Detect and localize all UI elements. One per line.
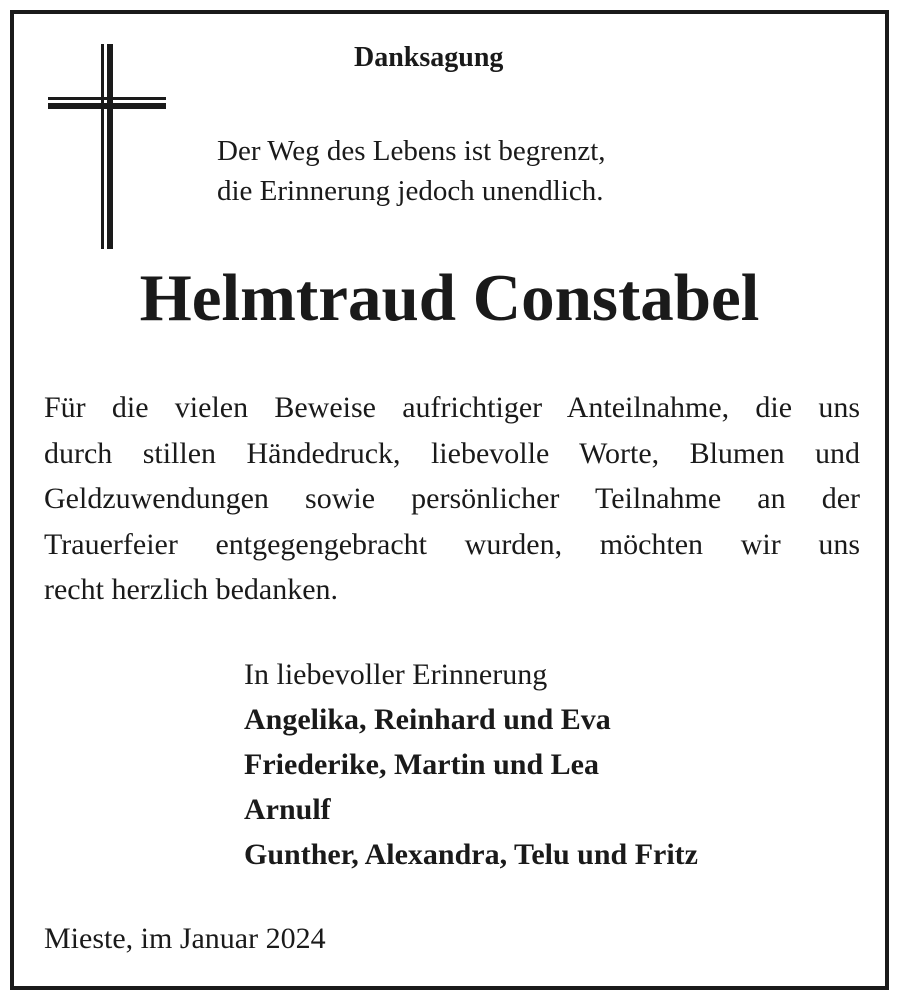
- place-date: Mieste, im Januar 2024: [44, 922, 326, 955]
- family-name: Angelika, Reinhard und Eva: [244, 703, 611, 736]
- body-line: Für die vielen Beweise aufrichtiger Anteilnahme, die uns: [44, 391, 860, 424]
- thank-you-text: [44, 385, 860, 613]
- motto-line: die Erinnerung jedoch unendlich.: [217, 175, 604, 207]
- signature-block: [244, 652, 698, 877]
- motto-line: Der Weg des Lebens ist begrenzt,: [217, 135, 606, 167]
- motto-quote: [217, 131, 606, 211]
- family-name: Friederike, Martin und Lea: [244, 748, 599, 781]
- family-name: Arnulf: [244, 793, 331, 826]
- signature-intro: In liebevoller Erinnerung: [244, 658, 548, 691]
- cross-icon: [48, 44, 166, 249]
- body-line: durch stillen Händedruck, liebevolle Worte, Blumen und: [44, 436, 860, 470]
- body-line: Trauerfeier entgegengebracht wurden, möchten wir uns: [44, 527, 860, 561]
- body-line: recht herzlich bedanken.: [44, 573, 339, 606]
- deceased-name: Helmtraud Constabel: [139, 261, 760, 335]
- family-name: Gunther, Alexandra, Telu und Fritz: [244, 838, 698, 871]
- notice-heading: Danksagung: [354, 42, 504, 73]
- body-line: Geldzuwendungen sowie persönlicher Teilnahme an der: [44, 482, 860, 515]
- obituary-notice: [10, 10, 889, 990]
